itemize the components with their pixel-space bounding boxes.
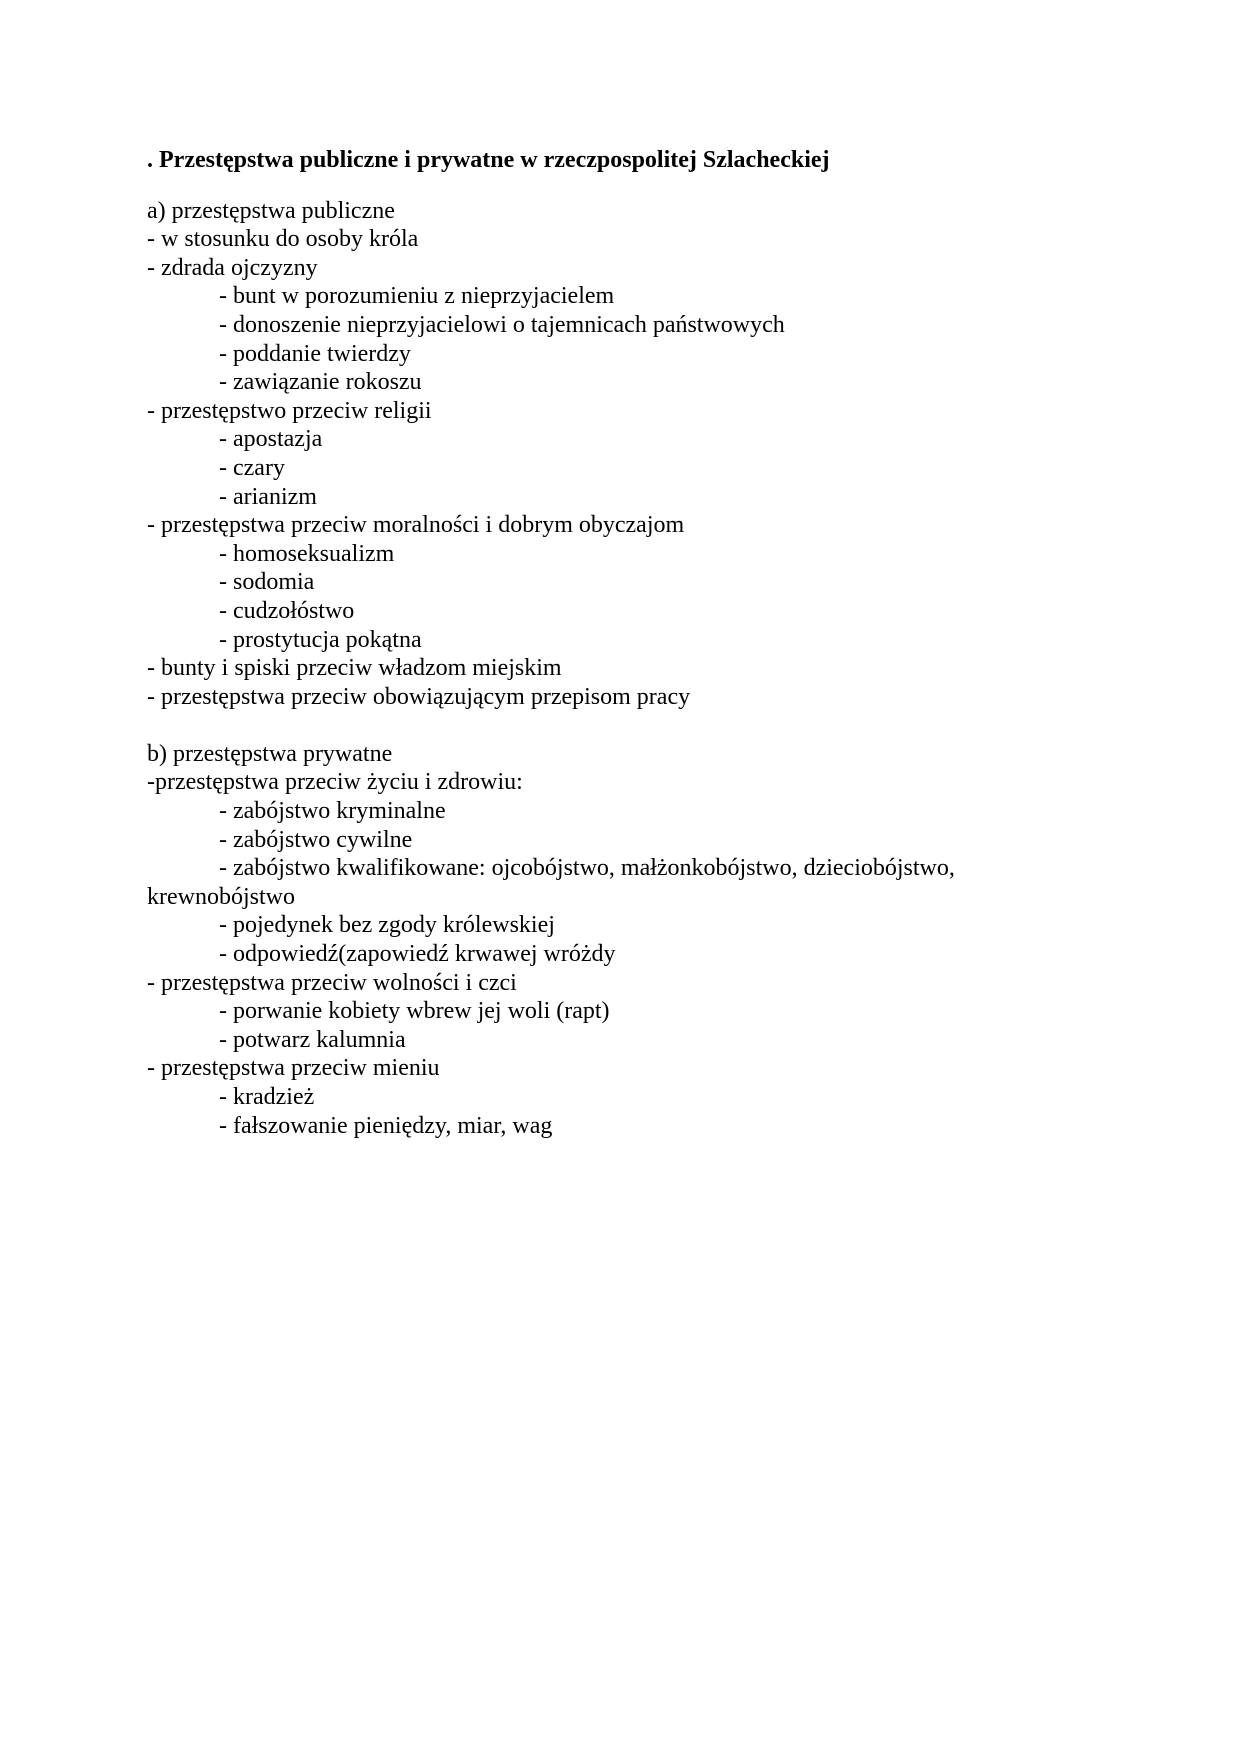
list-item: - bunty i spiski przeciw władzom miejskim [147,655,562,682]
list-item: - przestępstwa przeciw mieniu [147,1055,440,1082]
list-item: - zabójstwo kwalifikowane: ojcobójstwo, małżonkobójstwo, dzieciobójstwo, krewnobójstwo [147,855,955,910]
list-item: - donoszenie nieprzyjacielowi o tajemnicach państwowych [219,311,785,338]
list-item: - przestępstwo przeciw religii [147,397,432,424]
section-list [147,225,1147,711]
list-item: - prostytucja pokątna [219,626,422,653]
section-public-crimes [147,197,1147,712]
list-item: - arianizm [219,483,317,510]
list-item: - przestępstwa przeciw wolności i czci [147,969,517,996]
list-item: - bunt w porozumieniu z nieprzyjacielem [219,283,615,310]
document-body [147,146,1147,1140]
list-item: - apostazja [219,426,323,453]
list-item: - cudzołóstwo [219,597,355,624]
list-item: - zdrada ojczyzny [147,254,318,281]
list-item: - przestępstwa przeciw obowiązującym przepisom pracy [147,683,691,710]
section-list [147,768,1147,1140]
list-item: - potwarz kalumnia [219,1026,406,1053]
list-item: - kradzież [219,1084,315,1110]
list-item: - pojedynek bez zgody królewskiej [219,912,555,939]
section-heading: a) przestępstwa publiczne [147,197,395,224]
section-heading: b) przestępstwa prywatne [147,740,393,767]
list-item: - przestępstwa przeciw moralności i dobrym obyczajom [147,512,685,539]
list-item: - fałszowanie pieniędzy, miar, wag [219,1112,553,1139]
list-item: - poddanie twierdzy [219,340,411,367]
document-title: . Przestępstwa publiczne i prywatne w rzeczpospolitej Szlacheckiej [147,147,830,173]
list-item: - porwanie kobiety wbrew jej woli (rapt) [219,998,610,1025]
list-item: -przestępstwa przeciw życiu i zdrowiu: [147,769,523,796]
list-item: - odpowiedź(zapowiedź krwawej wróżdy [219,941,616,968]
list-item: - zabójstwo kryminalne [219,798,446,825]
list-item: - sodomia [219,569,315,596]
list-item: - w stosunku do osoby króla [147,226,419,253]
list-item: - czary [219,454,285,481]
list-item: - homoseksualizm [219,540,395,567]
section-private-crimes [147,740,1147,1140]
list-item: - zawiązanie rokoszu [219,369,422,396]
list-item: - zabójstwo cywilne [219,826,413,853]
